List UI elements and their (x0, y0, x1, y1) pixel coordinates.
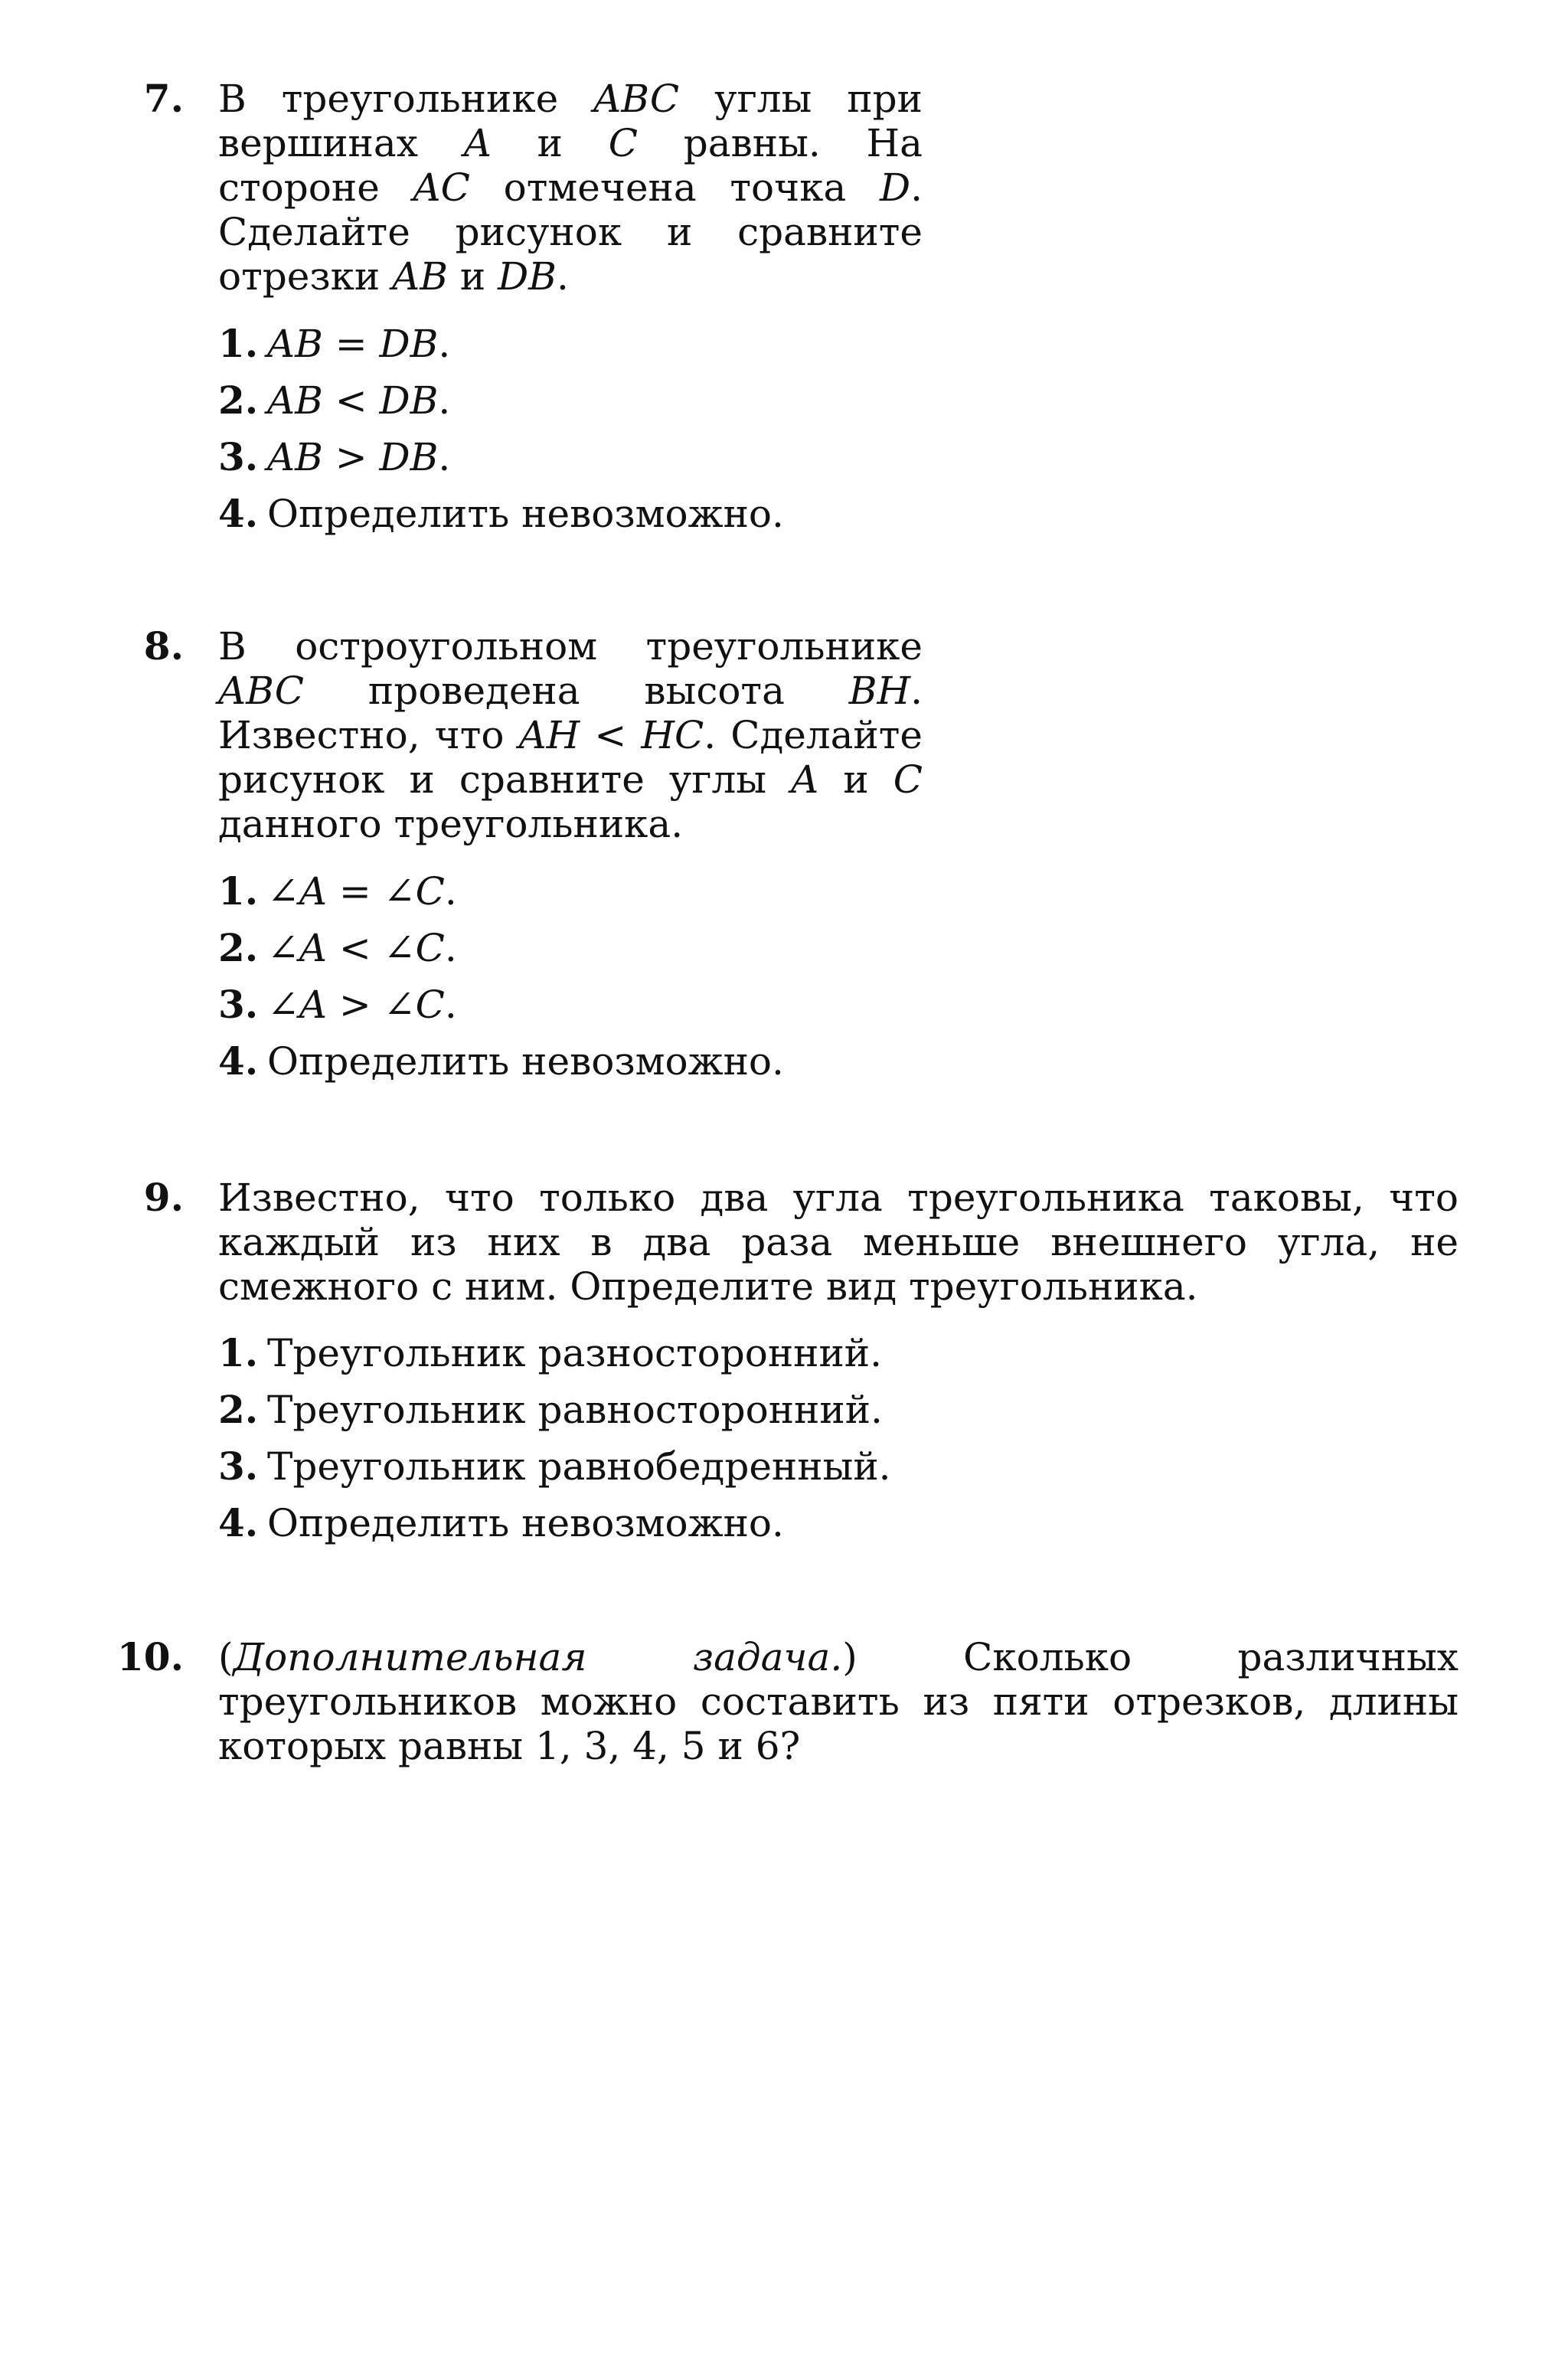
answer-options (218, 1325, 891, 1552)
math-symbol: AB (267, 322, 323, 366)
answer-option (218, 1382, 891, 1438)
option-number: 1. (218, 868, 259, 914)
option-text: Определить невозможно. (267, 1501, 784, 1545)
option-number: 4. (218, 1038, 259, 1084)
problem-number: 9. (143, 1175, 184, 1220)
math-symbol: DB (379, 435, 439, 479)
math-symbol: Дополнительная задача. (233, 1635, 843, 1679)
answer-option (218, 372, 784, 429)
option-number: 3. (218, 982, 259, 1027)
math-symbol: ∠C (383, 983, 445, 1027)
problem-number: 7. (143, 76, 184, 121)
math-symbol: ∠C (383, 926, 445, 970)
answer-option (218, 863, 784, 920)
answer-options (218, 863, 784, 1090)
option-number: 4. (218, 1500, 259, 1545)
option-text: ∠A = ∠C. (267, 869, 457, 914)
math-symbol: DB (498, 254, 557, 299)
option-number: 4. (218, 491, 259, 536)
option-number: 2. (218, 1387, 259, 1432)
math-symbol: DB (379, 322, 439, 366)
problem-statement: Известно, что только два угла треугольника таковы, что каждый из них в два раза меньше внешнего угла, не смежного с ним. Определите вид треугольника. (218, 1176, 1459, 1309)
option-text: AB > DB. (267, 435, 451, 479)
math-symbol: D (880, 165, 911, 210)
answer-option (218, 1495, 891, 1552)
option-text: ∠A > ∠C. (267, 983, 457, 1027)
math-symbol: C (608, 121, 638, 165)
math-symbol: C (893, 757, 923, 802)
math-symbol: ∠C (383, 869, 445, 914)
answer-option (218, 1325, 891, 1382)
answer-option (218, 920, 784, 976)
option-text: Треугольник разносторонний. (267, 1331, 883, 1375)
problem-statement: (Дополнительная задача.) Сколько различных треугольников можно составить из пяти отрезков, длины которых равны 1, 3, 4, 5 и 6? (218, 1635, 1459, 1768)
option-number: 2. (218, 378, 259, 423)
math-symbol: AB (267, 378, 323, 423)
answer-option (218, 1033, 784, 1090)
math-symbol: AH (518, 713, 580, 757)
math-symbol: ∠A (267, 926, 328, 970)
option-text: AB = DB. (267, 322, 451, 366)
math-symbol: AB (267, 435, 323, 479)
option-text: Определить невозможно. (267, 492, 784, 536)
math-symbol: A (791, 757, 819, 802)
answer-options (218, 316, 784, 542)
answer-option (218, 316, 784, 372)
math-symbol: A (463, 121, 492, 165)
option-number: 3. (218, 1444, 259, 1489)
math-symbol: BH (848, 669, 911, 713)
option-text: Определить невозможно. (267, 1039, 784, 1084)
math-symbol: AC (413, 165, 470, 210)
option-text: Треугольник равнобедренный. (267, 1444, 891, 1489)
problem-number: 8. (143, 623, 184, 669)
option-text: Треугольник равносторонний. (267, 1388, 883, 1432)
answer-option (218, 1438, 891, 1495)
math-symbol: AB (392, 254, 448, 299)
option-number: 1. (218, 1330, 259, 1375)
problem-statement: В остроугольном треугольнике ABC проведена высота BH. Известно, что AH < HC. Сделайте рисунок и сравните углы A и C данного треугольника. (218, 624, 923, 846)
answer-option (218, 429, 784, 486)
math-symbol: DB (379, 378, 439, 423)
math-symbol: ABC (593, 77, 680, 121)
answer-option (218, 486, 784, 542)
option-number: 3. (218, 434, 259, 479)
math-symbol: ∠A (267, 869, 328, 914)
math-symbol: ∠A (267, 983, 328, 1027)
problem-number: 10. (117, 1634, 184, 1679)
math-symbol: HC (641, 713, 704, 757)
math-symbol: ABC (218, 669, 305, 713)
option-text: ∠A < ∠C. (267, 926, 457, 970)
option-text: AB < DB. (267, 378, 451, 423)
option-number: 1. (218, 321, 259, 366)
problem-statement: В треугольнике ABC углы при вершинах A и C равны. На стороне AC отмечена точка D. Сделайте рисунок и сравните отрезки AB и DB. (218, 77, 923, 299)
option-number: 2. (218, 925, 259, 970)
answer-option (218, 976, 784, 1033)
